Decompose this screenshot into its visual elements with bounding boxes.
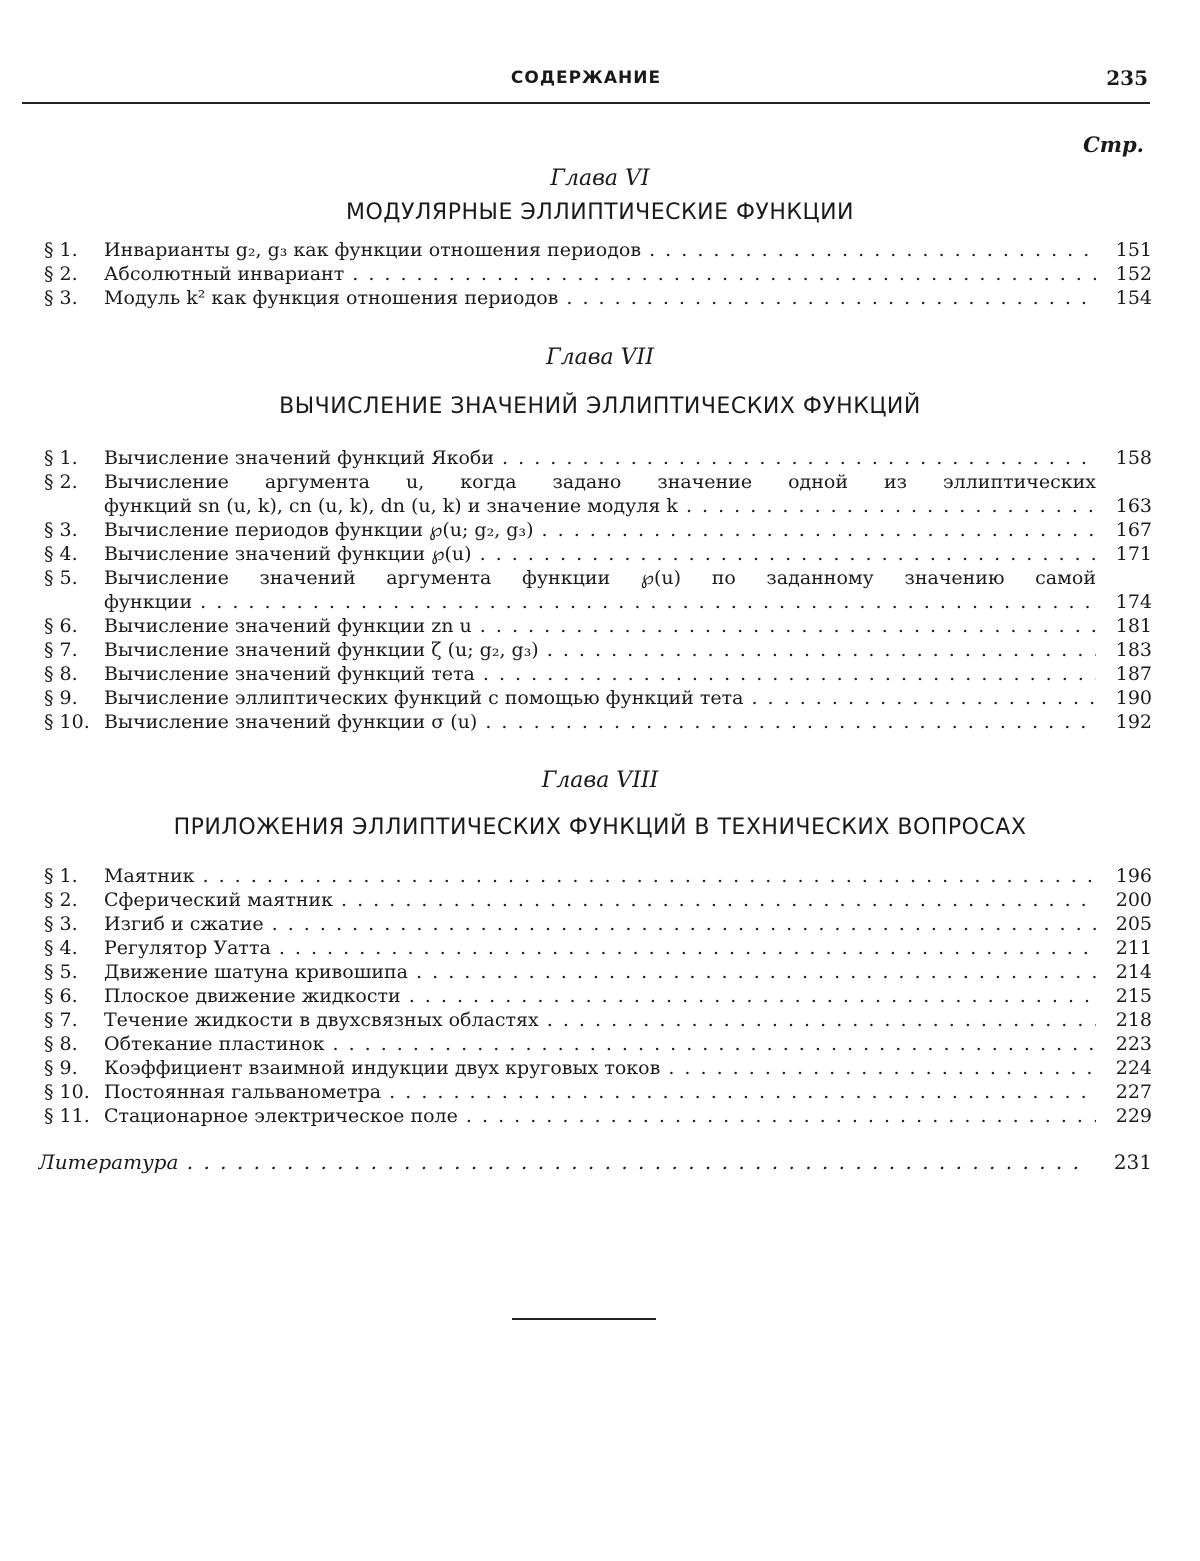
page-column-label: Стр. <box>1083 132 1144 157</box>
literature-title: Литература . . . <box>38 1150 1080 1174</box>
section-number: § 10. <box>44 711 90 733</box>
toc-entry[interactable] <box>44 888 1152 912</box>
entry-title: Вычисление периодов функции ℘(u; g₂, g₃) . . . <box>104 518 1096 542</box>
chapter-7-entries <box>44 446 1152 734</box>
entry-page: 190 <box>1115 687 1152 709</box>
entry-title: Абсолютный инвариант . . . <box>104 262 1096 286</box>
toc-entry[interactable] <box>44 238 1152 262</box>
page-number: 235 <box>1106 66 1148 90</box>
toc-entry[interactable] <box>44 262 1152 286</box>
entry-title: Вычисление аргумента u, когда задано значение одной из эллиптических <box>104 471 1096 493</box>
toc-entry[interactable] <box>44 1032 1152 1056</box>
chapter-8-entries <box>44 864 1152 1128</box>
chapter-7-label: Глава VII <box>546 345 654 370</box>
entry-title: Вычисление значений аргумента функции ℘(u) по заданному значению самой <box>104 567 1096 589</box>
entry-title: Коэффициент взаимной индукции двух круговых токов . . . <box>104 1056 1096 1080</box>
entry-title: Модуль k² как функция отношения периодов . . . <box>104 286 1096 310</box>
section-number: § 7. <box>44 1009 78 1031</box>
entry-title: Вычисление эллиптических функций с помощью функций тета . . . <box>104 686 1096 710</box>
toc-entry[interactable] <box>44 566 1152 614</box>
entry-page: 205 <box>1115 913 1152 935</box>
section-number: § 10. <box>44 1081 90 1103</box>
toc-entry[interactable] <box>44 936 1152 960</box>
entry-page: 163 <box>1115 495 1152 517</box>
entry-page: 200 <box>1115 889 1152 911</box>
section-number: § 5. <box>44 961 78 983</box>
section-number: § 2. <box>44 471 78 493</box>
section-number: § 9. <box>44 1057 78 1079</box>
entry-title: Вычисление значений функции σ (u) . . . <box>104 710 1096 734</box>
entry-page: 223 <box>1115 1033 1152 1055</box>
toc-entry[interactable] <box>44 710 1152 734</box>
toc-entry[interactable] <box>44 446 1152 470</box>
entry-page: 215 <box>1115 985 1152 1007</box>
section-number: § 5. <box>44 567 78 589</box>
toc-entry[interactable] <box>44 662 1152 686</box>
entry-page: 224 <box>1115 1057 1152 1079</box>
running-title: СОДЕРЖАНИЕ <box>510 68 662 88</box>
toc-entry[interactable] <box>44 864 1152 888</box>
entry-page: 171 <box>1115 543 1152 565</box>
chapter-8-title: ПРИЛОЖЕНИЯ ЭЛЛИПТИЧЕСКИХ ФУНКЦИЙ В ТЕХНИЧЕСКИХ ВОПРОСАХ <box>173 815 1027 840</box>
section-number: § 6. <box>44 985 78 1007</box>
toc-entry[interactable] <box>44 960 1152 984</box>
toc-entry[interactable] <box>44 912 1152 936</box>
chapter-6-title: МОДУЛЯРНЫЕ ЭЛЛИПТИЧЕСКИЕ ФУНКЦИИ <box>346 200 854 225</box>
entry-page: 187 <box>1115 663 1152 685</box>
entry-title: Изгиб и сжатие . . . <box>104 912 1096 936</box>
chapter-7-title: ВЫЧИСЛЕНИЕ ЗНАЧЕНИЙ ЭЛЛИПТИЧЕСКИХ ФУНКЦИЙ <box>279 394 921 419</box>
chapter-8-label: Глава VIII <box>541 768 659 793</box>
entry-page: 211 <box>1115 937 1152 959</box>
toc-entry[interactable] <box>44 614 1152 638</box>
section-number: § 3. <box>44 287 78 309</box>
toc-entry[interactable] <box>44 286 1152 310</box>
entry-title: Вычисление значений функции zn u . . . <box>104 614 1096 638</box>
entry-page: 181 <box>1115 615 1152 637</box>
entry-title: Течение жидкости в двухсвязных областях . . . <box>104 1008 1096 1032</box>
section-number: § 2. <box>44 889 78 911</box>
entry-title: Маятник . . . <box>104 864 1096 888</box>
section-number: § 8. <box>44 663 78 685</box>
entry-page: 227 <box>1115 1081 1152 1103</box>
entry-title: Обтекание пластинок . . . <box>104 1032 1096 1056</box>
entry-title: Стационарное электрическое поле . . . <box>104 1104 1096 1128</box>
section-number: § 1. <box>44 865 78 887</box>
toc-entry[interactable] <box>44 638 1152 662</box>
entry-title: Вычисление значений функции ζ (u; g₂, g₃) . . . <box>104 638 1096 662</box>
section-number: § 7. <box>44 639 78 661</box>
entry-page: 214 <box>1115 961 1152 983</box>
entry-page: 174 <box>1115 591 1152 613</box>
entry-title: Инварианты g₂, g₃ как функции отношения периодов . . . <box>104 238 1096 262</box>
entry-page: 167 <box>1115 519 1152 541</box>
literature-page: 231 <box>1113 1150 1152 1174</box>
literature-entry[interactable] <box>38 1150 1152 1174</box>
entry-page: 152 <box>1115 263 1152 285</box>
toc-entry[interactable] <box>44 1080 1152 1104</box>
section-number: § 4. <box>44 543 78 565</box>
entry-title: Постоянная гальванометра . . . <box>104 1080 1096 1104</box>
entry-title: Вычисление значений функций тета . . . <box>104 662 1096 686</box>
toc-entry[interactable] <box>44 1056 1152 1080</box>
entry-page: 151 <box>1115 239 1152 261</box>
toc-entry[interactable] <box>44 1008 1152 1032</box>
entry-page: 196 <box>1115 865 1152 887</box>
chapter-6-entries <box>44 238 1152 310</box>
section-number: § 8. <box>44 1033 78 1055</box>
toc-entry[interactable] <box>44 470 1152 518</box>
section-number: § 4. <box>44 937 78 959</box>
entry-title: Движение шатуна кривошипа . . . <box>104 960 1096 984</box>
section-number: § 6. <box>44 615 78 637</box>
running-head <box>22 62 1150 104</box>
toc-entry[interactable] <box>44 518 1152 542</box>
entry-page: 154 <box>1115 287 1152 309</box>
section-number: § 3. <box>44 519 78 541</box>
entry-title: Вычисление значений функции ℘(u) . . . <box>104 542 1096 566</box>
entry-title-continued: функции . . . <box>104 590 1096 614</box>
toc-entry[interactable] <box>44 984 1152 1008</box>
entry-page: 183 <box>1115 639 1152 661</box>
entry-title: Регулятор Уатта . . . <box>104 936 1096 960</box>
toc-entry[interactable] <box>44 1104 1152 1128</box>
entry-title: Сферический маятник . . . <box>104 888 1096 912</box>
entry-title: Вычисление значений функций Якоби . . . <box>104 446 1096 470</box>
section-number: § 9. <box>44 687 78 709</box>
section-number: § 3. <box>44 913 78 935</box>
entry-page: 158 <box>1115 447 1152 469</box>
end-rule <box>512 1318 656 1320</box>
entry-title: Плоское движение жидкости . . . <box>104 984 1096 1008</box>
entry-page: 229 <box>1115 1105 1152 1127</box>
section-number: § 11. <box>44 1105 90 1127</box>
section-number: § 1. <box>44 239 78 261</box>
section-number: § 2. <box>44 263 78 285</box>
toc-entry[interactable] <box>44 686 1152 710</box>
entry-title-continued: функций sn (u, k), cn (u, k), dn (u, k) и значение модуля k . . . <box>104 494 1096 518</box>
toc-entry[interactable] <box>44 542 1152 566</box>
entry-page: 218 <box>1115 1009 1152 1031</box>
chapter-6-label: Глава VI <box>550 166 650 191</box>
entry-page: 192 <box>1115 711 1152 733</box>
section-number: § 1. <box>44 447 78 469</box>
